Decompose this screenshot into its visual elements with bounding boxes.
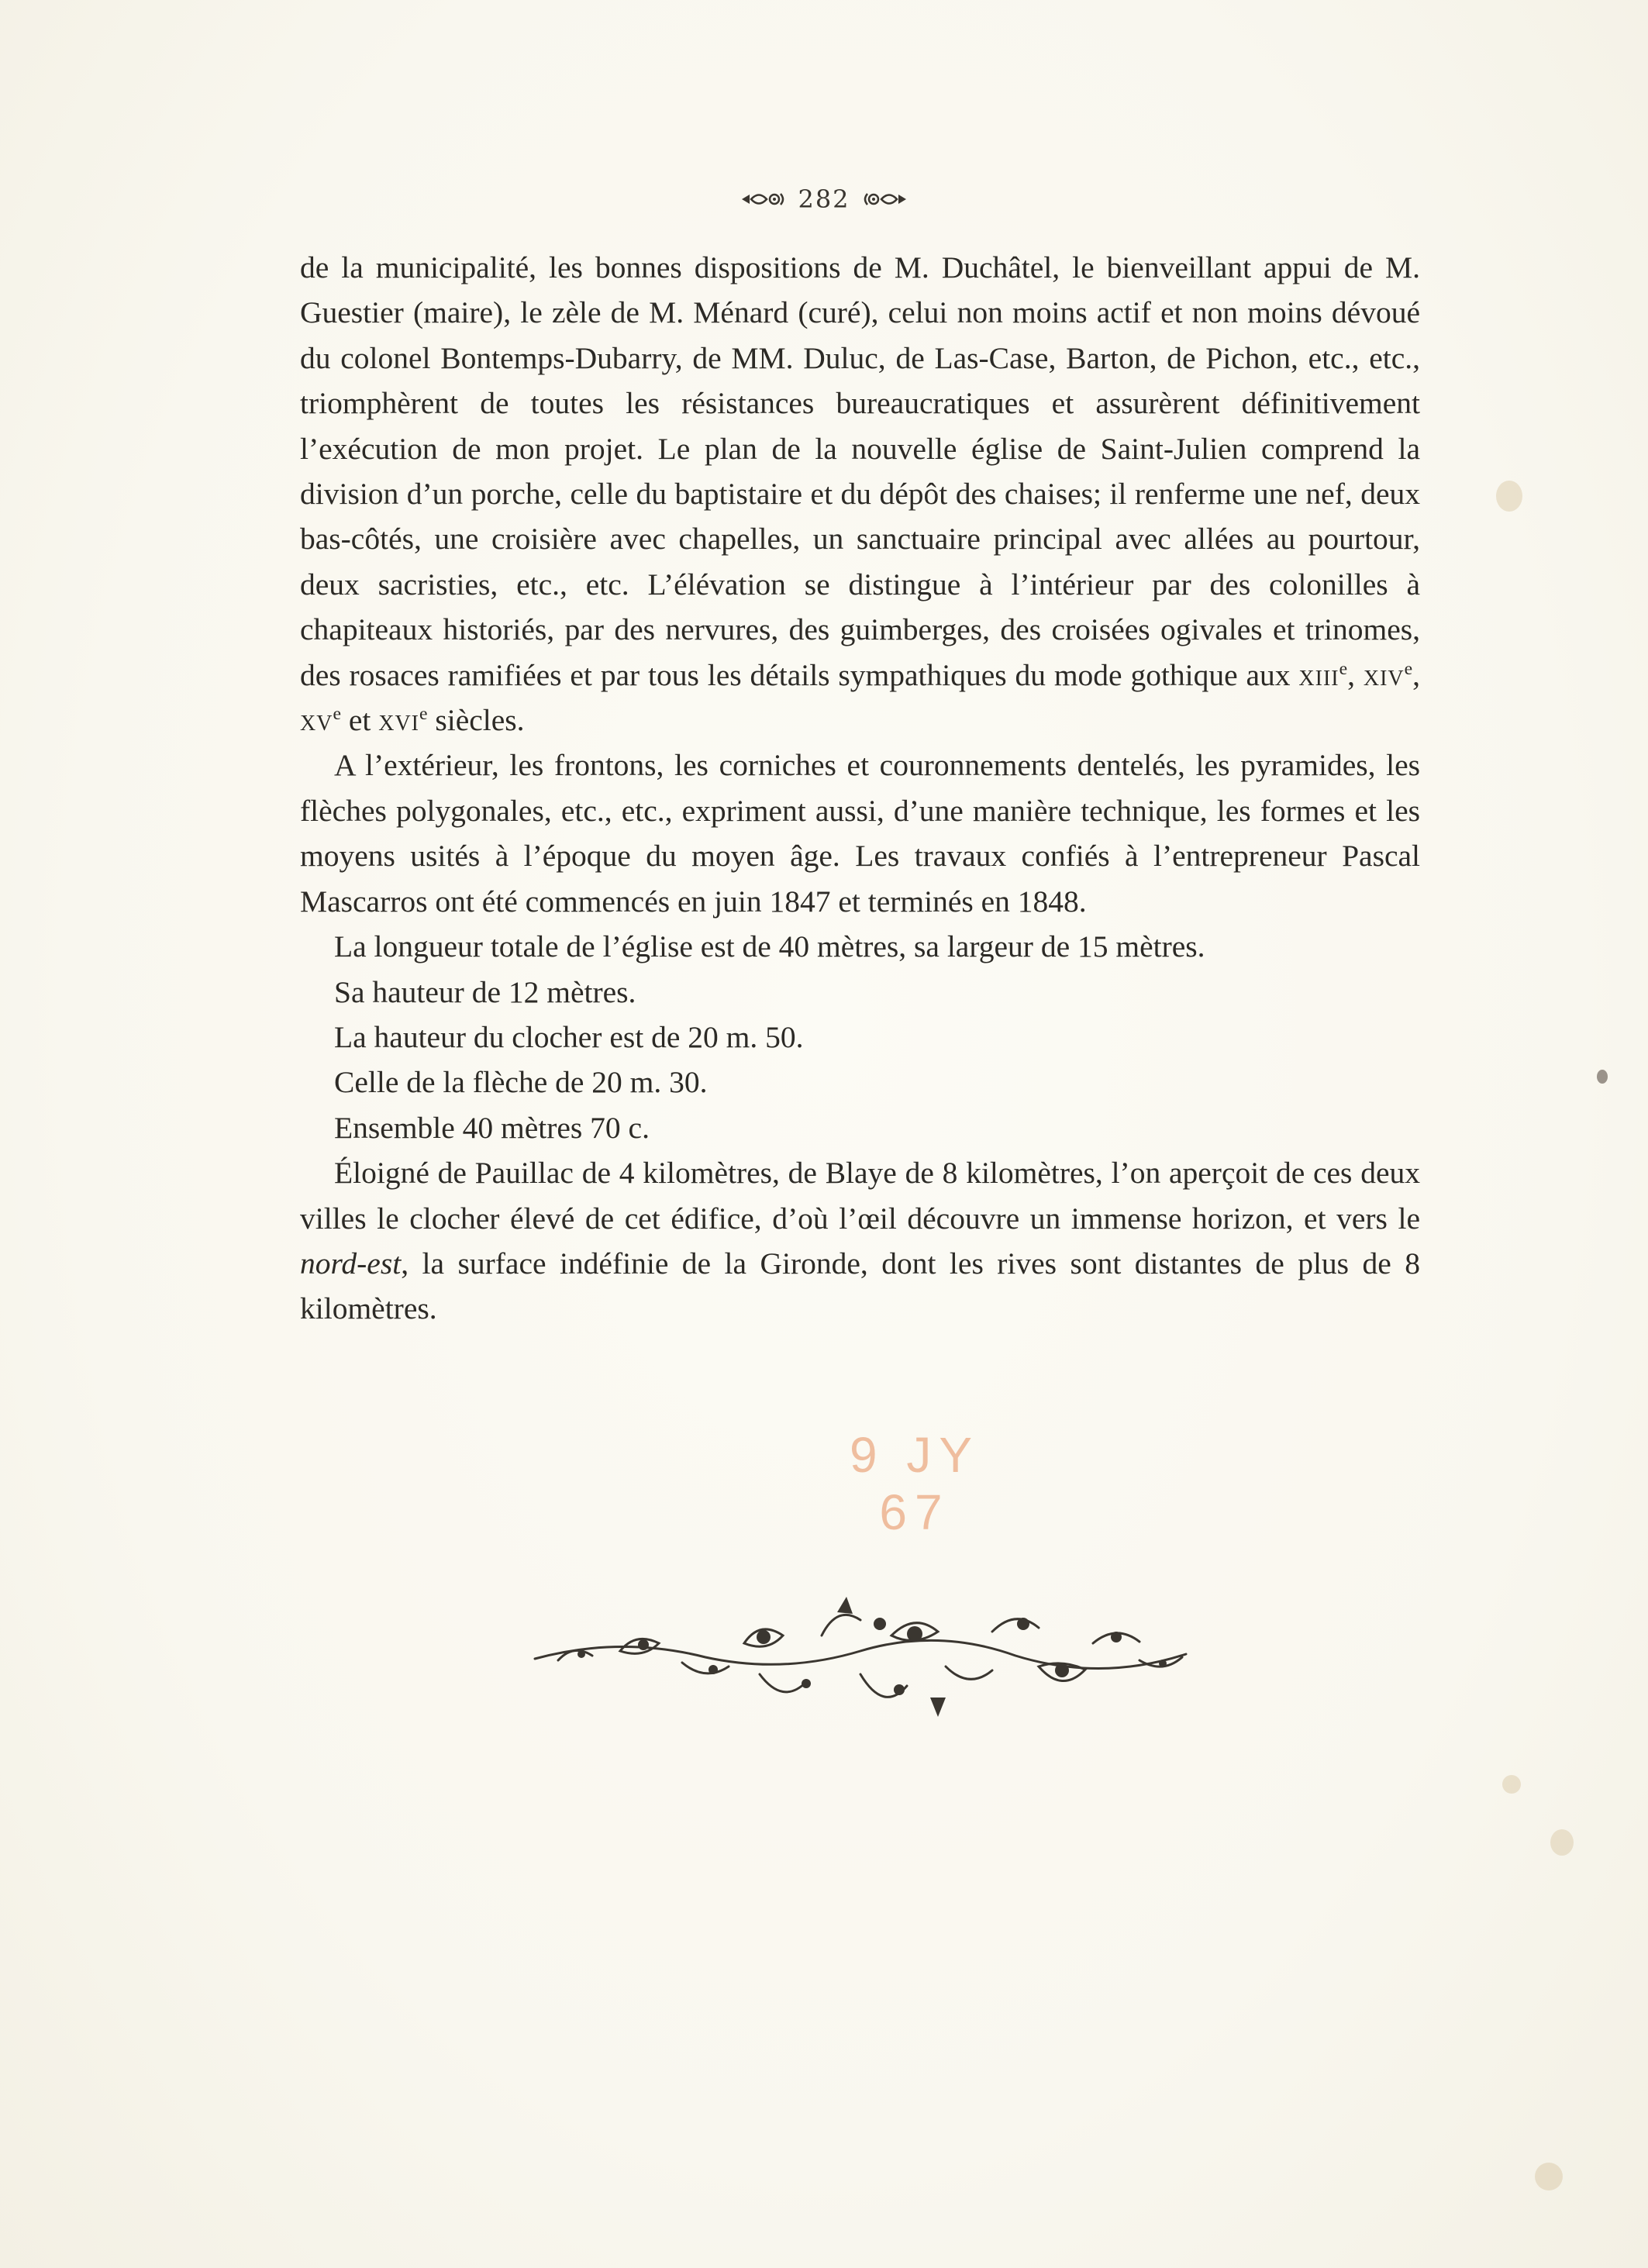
- paragraph-ending: siècles.: [427, 703, 525, 738]
- paragraph-location: [300, 1150, 1420, 1332]
- italic-direction: nord-est: [300, 1246, 402, 1280]
- paragraph-construction: [300, 245, 1420, 743]
- conjunction: et: [340, 703, 379, 738]
- measurement-height: Sa hauteur de 12 mètres.: [334, 974, 636, 1009]
- superscript-e: e: [1339, 658, 1348, 679]
- century-16: xvi: [378, 703, 419, 738]
- foxing-spot: [1502, 1775, 1521, 1794]
- ink-speck: [1597, 1070, 1608, 1084]
- floral-vignette-icon: [527, 1589, 1194, 1729]
- measurement-spire: Celle de la flèche de 20 m. 30.: [334, 1065, 708, 1100]
- foxing-spot: [1535, 2163, 1563, 2190]
- paragraph-exterior: A l’extérieur, les frontons, les corniches et couronnements dentelés, les pyramides, les flèches polygonales, etc., etc., expriment aussi, d’une manière technique, les formes et les moyens usités à l’époque du moyen âge. Les travaux confiés à l’entrepreneur Pascal Mascarros ont été commencés en juin 1847 et terminés en 1848.: [300, 748, 1420, 919]
- paragraph-text: , la surface indéfinie de la Gironde, dont les rives sont distantes de plus de 8 kilomètres.: [300, 1246, 1420, 1326]
- century-15: xv: [300, 703, 333, 738]
- separator: ,: [1347, 657, 1364, 692]
- page-number: 282: [798, 184, 850, 214]
- century-13: xiii: [1298, 657, 1339, 692]
- page-header: [0, 184, 1648, 214]
- measurement-length: La longueur totale de l’église est de 40 mètres, sa largeur de 15 mètres.: [334, 929, 1205, 964]
- measurement-bell-tower: La hauteur du clocher est de 20 m. 50.: [334, 1019, 804, 1054]
- date-stamp: 9 JY 67: [849, 1427, 981, 1540]
- ornament-left-icon: [740, 191, 787, 208]
- superscript-e: e: [1404, 658, 1413, 679]
- measurement-total: Ensemble 40 mètres 70 c.: [334, 1110, 650, 1145]
- foxing-spot: [1550, 1829, 1574, 1856]
- paragraph-text: Éloigné de Pauillac de 4 kilomètres, de Blaye de 8 kilomètres, l’on aperçoit de ces deux villes le clocher élevé de cet édifice, d’où l’œil découvre un immense horizon, et vers le: [300, 1156, 1420, 1236]
- ornament-right-icon: [861, 191, 908, 208]
- century-14: xiv: [1363, 657, 1405, 692]
- body-text: [300, 245, 1420, 1332]
- superscript-e: e: [333, 703, 341, 724]
- separator: ,: [1412, 657, 1421, 692]
- superscript-e: e: [419, 703, 428, 724]
- foxing-spot: [1496, 481, 1522, 512]
- paragraph-text: de la municipalité, les bonnes dispositions de M. Duchâtel, le bienveillant appui de M. Guestier (maire), le zèle de M. Ménard (curé), celui non moins actif et non moins dévoué du colonel Bontemps-Dubarry, de MM. Duluc, de Las-Case, Barton, de Pichon, etc., etc., triomphèrent de toutes les résistances bureaucratiques et assurèrent définitivement l’exécution de mon projet. Le plan de la nouvelle église de Saint-Julien comprend la division d’un porche, celle du baptistaire et du dépôt des chaises; il renferme une nef, deux bas-côtés, une croisière avec chapelles, un sanctuaire principal avec allées au pourtour, deux sacristies, etc., etc. L’élévation se distingue à l’intérieur par des colonilles à chapiteaux historiés, par des nervures, des guimberges, des croisées ogivales et trinomes, des rosaces ramifiées et par tous les détails sympathiques du mode gothique aux: [300, 250, 1420, 692]
